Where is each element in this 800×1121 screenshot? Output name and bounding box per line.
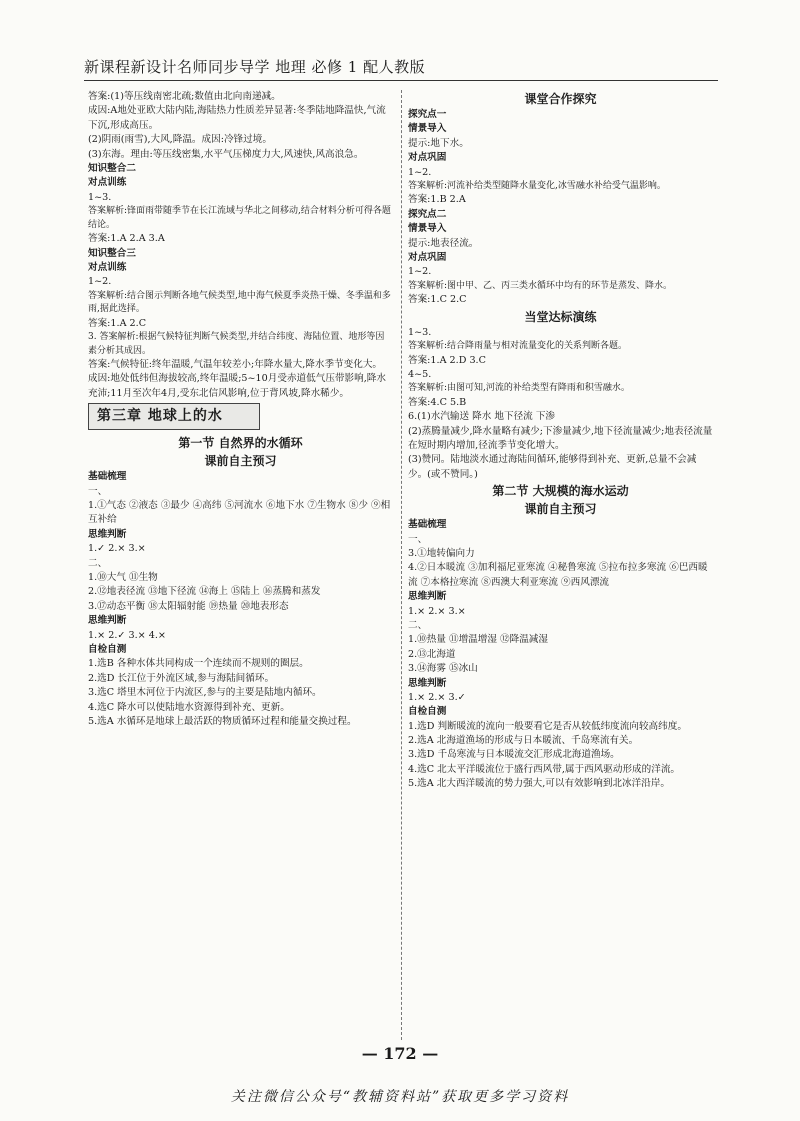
answer-text: 提示:地表径流。 (408, 237, 479, 249)
footer-note: 关注微信公众号“教辅资料站”获取更多学习资料 (230, 1089, 570, 1105)
page-header: 新课程新设计名师同步导学 地理 必修 1 配人教版 (84, 58, 426, 76)
answer-text: 3.选D 千岛寒流与日本暖流交汇形成北海道渔场。 (408, 749, 620, 761)
explanation-text: 答案解析:由图可知,河流的补给类型有降雨和积雪融水。 (408, 383, 630, 394)
subsection-heading: 基础梳理 (88, 471, 127, 483)
question-range: 1~2. (88, 276, 112, 288)
left-column (88, 90, 393, 729)
answer-text: 3.选C 塔里木河位于内流区,参与的主要是陆地内循环。 (88, 687, 322, 699)
subsection-heading: 对点训练 (88, 177, 127, 189)
chapter-banner: 第三章 地球上的水 (88, 403, 260, 430)
answer-text: 答案:1.C 2.C (408, 294, 467, 306)
answer-text: (3)赞同。陆地淡水通过海陆间循环,能够得到补充、更新,总量不会减少。(或不赞同。) (408, 454, 697, 480)
answer-text: 答案:1.A 2.A 3.A (88, 233, 165, 245)
answer-text: 提示:地下水。 (408, 137, 469, 149)
question-range: 4~5. (408, 368, 432, 380)
answer-text: 成因:A地处亚欧大陆内陆,海陆热力性质差异显著:冬季陆地降温快,气流下沉,形成高压。 (88, 105, 386, 131)
answer-text: 1.× 2.✓ 3.× 4.× (88, 629, 166, 641)
answer-text: 2.选D 长江位于外流区域,参与海陆间循环。 (88, 672, 275, 684)
list-label: 二、 (408, 619, 428, 631)
subsection-heading: 情景导入 (408, 123, 447, 135)
answer-text: 1.⑩热量 ⑪增温增湿 ⑫降温减湿 (408, 634, 548, 646)
answer-text: 4.②日本暖流 ③加利福尼亚寒流 ④秘鲁寒流 ⑤拉布拉多寒流 ⑥巴西暖流 ⑦本格拉寒流 ⑧西澳大利亚寒流 ⑨西风漂流 (408, 562, 708, 588)
answer-text: (3)东海。理由:等压线密集,水平气压梯度力大,风速快,风高浪急。 (88, 148, 364, 160)
page-number: — 172 — (361, 1044, 439, 1063)
answer-text: 1.选B 各种水体共同构成一个连续而不规则的圈层。 (88, 658, 309, 670)
answer-text: 1.⑩大气 ⑪生物 (88, 571, 158, 583)
answer-text: 答案:1.A 2.D 3.C (408, 354, 486, 366)
question-range: 1~2. (408, 266, 432, 278)
subsection-heading: 基础梳理 (408, 519, 447, 531)
answer-text: 答案:4.C 5.B (408, 396, 467, 408)
answer-text: 6.(1)水汽输送 降水 地下径流 下渗 (408, 411, 556, 423)
subsection-heading: 对点巩固 (408, 152, 447, 164)
section-heading: 探究点二 (408, 208, 447, 220)
answer-text: 1.选D 判断暖流的流向一般要看它是否从较低纬度流向较高纬度。 (408, 720, 687, 732)
subsection-heading: 思维判断 (88, 615, 127, 627)
answer-text: (2)蒸腾量减少,降水量略有减少;下渗量减少,地下径流量减少;地表径流量在短时期内增加,径流季节变化增大。 (408, 425, 713, 452)
list-label: 一、 (88, 485, 108, 497)
subsection-title: 课前自主预习 (204, 454, 277, 469)
explanation-text: 答案解析:图中甲、乙、丙三类水循环中均有的环节是蒸发、降水。 (408, 280, 673, 291)
section-heading: 探究点一 (408, 109, 447, 120)
subsection-heading: 对点巩固 (408, 252, 447, 264)
answer-text: 2.⑬北海道 (408, 648, 456, 660)
subsection-heading: 对点训练 (88, 261, 127, 273)
question-range: 1~3. (408, 326, 432, 338)
answer-text: 1.× 2.× 3.× (408, 605, 466, 617)
header-rule (84, 80, 718, 81)
subsection-heading: 情景导入 (408, 223, 447, 235)
list-label: 一、 (408, 533, 428, 545)
answer-text: 1.✓ 2.× 3.× (88, 543, 146, 555)
section-heading: 知识整合三 (88, 247, 136, 259)
subsection-heading: 思维判断 (88, 528, 127, 540)
answer-text: 3.①地转偏向力 (408, 547, 475, 559)
answer-text: 3.⑭海雾 ⑮冰山 (408, 663, 478, 675)
section-title: 第一节 自然界的水循环 (178, 436, 303, 451)
answer-text: 成因:地处低纬但海拔较高,终年温暖;5~10月受赤道低气压带影响,降水充沛;11月至次年4月,受东北信风影响,位于背风坡,降水稀少。 (88, 373, 386, 399)
answer-text: 答案:1.B 2.A (408, 194, 466, 206)
answer-text: 2.选A 北海道渔场的形成与日本暖流、千岛寒流有关。 (408, 735, 639, 747)
subsection-heading: 自检自测 (88, 643, 127, 655)
subsection-heading: 自检自测 (408, 706, 447, 718)
subsection-heading: 思维判断 (408, 677, 447, 689)
section-title: 课堂合作探究 (524, 92, 597, 106)
answer-text: 1.①气态 ②液态 ③最少 ④高纬 ⑤河流水 ⑥地下水 ⑦生物水 ⑧少 ⑨相互补给 (88, 500, 391, 526)
answer-text: 1.× 2.× 3.✓ (408, 691, 466, 703)
column-divider (401, 90, 402, 1040)
explanation-text: 3. 答案解析:根据气候特征判断气候类型,并结合纬度、海陆位置、地形等因素分析其成因。 (88, 332, 385, 356)
answer-text: 4.选C 降水可以使陆地水资源得到补充、更新。 (88, 701, 290, 713)
answer-text: 答案:气候特征:终年温暖,气温年较差小;年降水量大,降水季节变化大。 (88, 359, 383, 371)
section-title: 当堂达标演练 (524, 309, 597, 324)
answer-text: 答案:(1)等压线南密北疏;数值由北向南递减。 (88, 91, 281, 102)
explanation-text: 答案解析:结合图示判断各地气候类型,地中海气候夏季炎热干燥、冬季温和多雨,据此选择。 (88, 290, 391, 315)
answer-text: (2)阴雨(雨雪),大风,降温。成因:冷锋过境。 (88, 134, 272, 146)
answer-text: 答案:1.A 2.C (88, 317, 147, 329)
section-heading: 知识整合二 (88, 162, 136, 174)
explanation-text: 答案解析:结合降雨量与相对流量变化的关系判断各题。 (408, 341, 628, 352)
list-label: 二、 (88, 557, 108, 569)
question-range: 1~3. (88, 191, 112, 203)
subsection-heading: 思维判断 (408, 591, 447, 603)
answer-text: 3.⑰动态平衡 ⑱太阳辐射能 ⑲热量 ⑳地表形态 (88, 600, 289, 612)
subsection-title: 课前自主预习 (524, 502, 597, 517)
section-title: 第二节 大规模的海水运动 (492, 484, 629, 499)
answer-text: 5.选A 北大西洋暖流的势力强大,可以有效影响到北冰洋沿岸。 (408, 778, 671, 790)
explanation-text: 答案解析:锋面雨带随季节在长江流域与华北之间移动,结合材料分析可得各题结论。 (88, 206, 391, 230)
question-range: 1~2. (408, 166, 432, 178)
answer-text: 5.选A 水循环是地球上最活跃的物质循环过程和能量交换过程。 (88, 715, 357, 727)
explanation-text: 答案解析:河流补给类型随降水量变化,冰雪融水补给受气温影响。 (408, 180, 666, 191)
right-column (408, 90, 713, 792)
answer-text: 2.⑫地表径流 ⑬地下径流 ⑭海上 ⑮陆上 ⑯蒸腾和蒸发 (88, 586, 321, 598)
answer-text: 4.选C 北太平洋暖流位于盛行西风带,属于西风驱动形成的洋流。 (408, 763, 681, 775)
